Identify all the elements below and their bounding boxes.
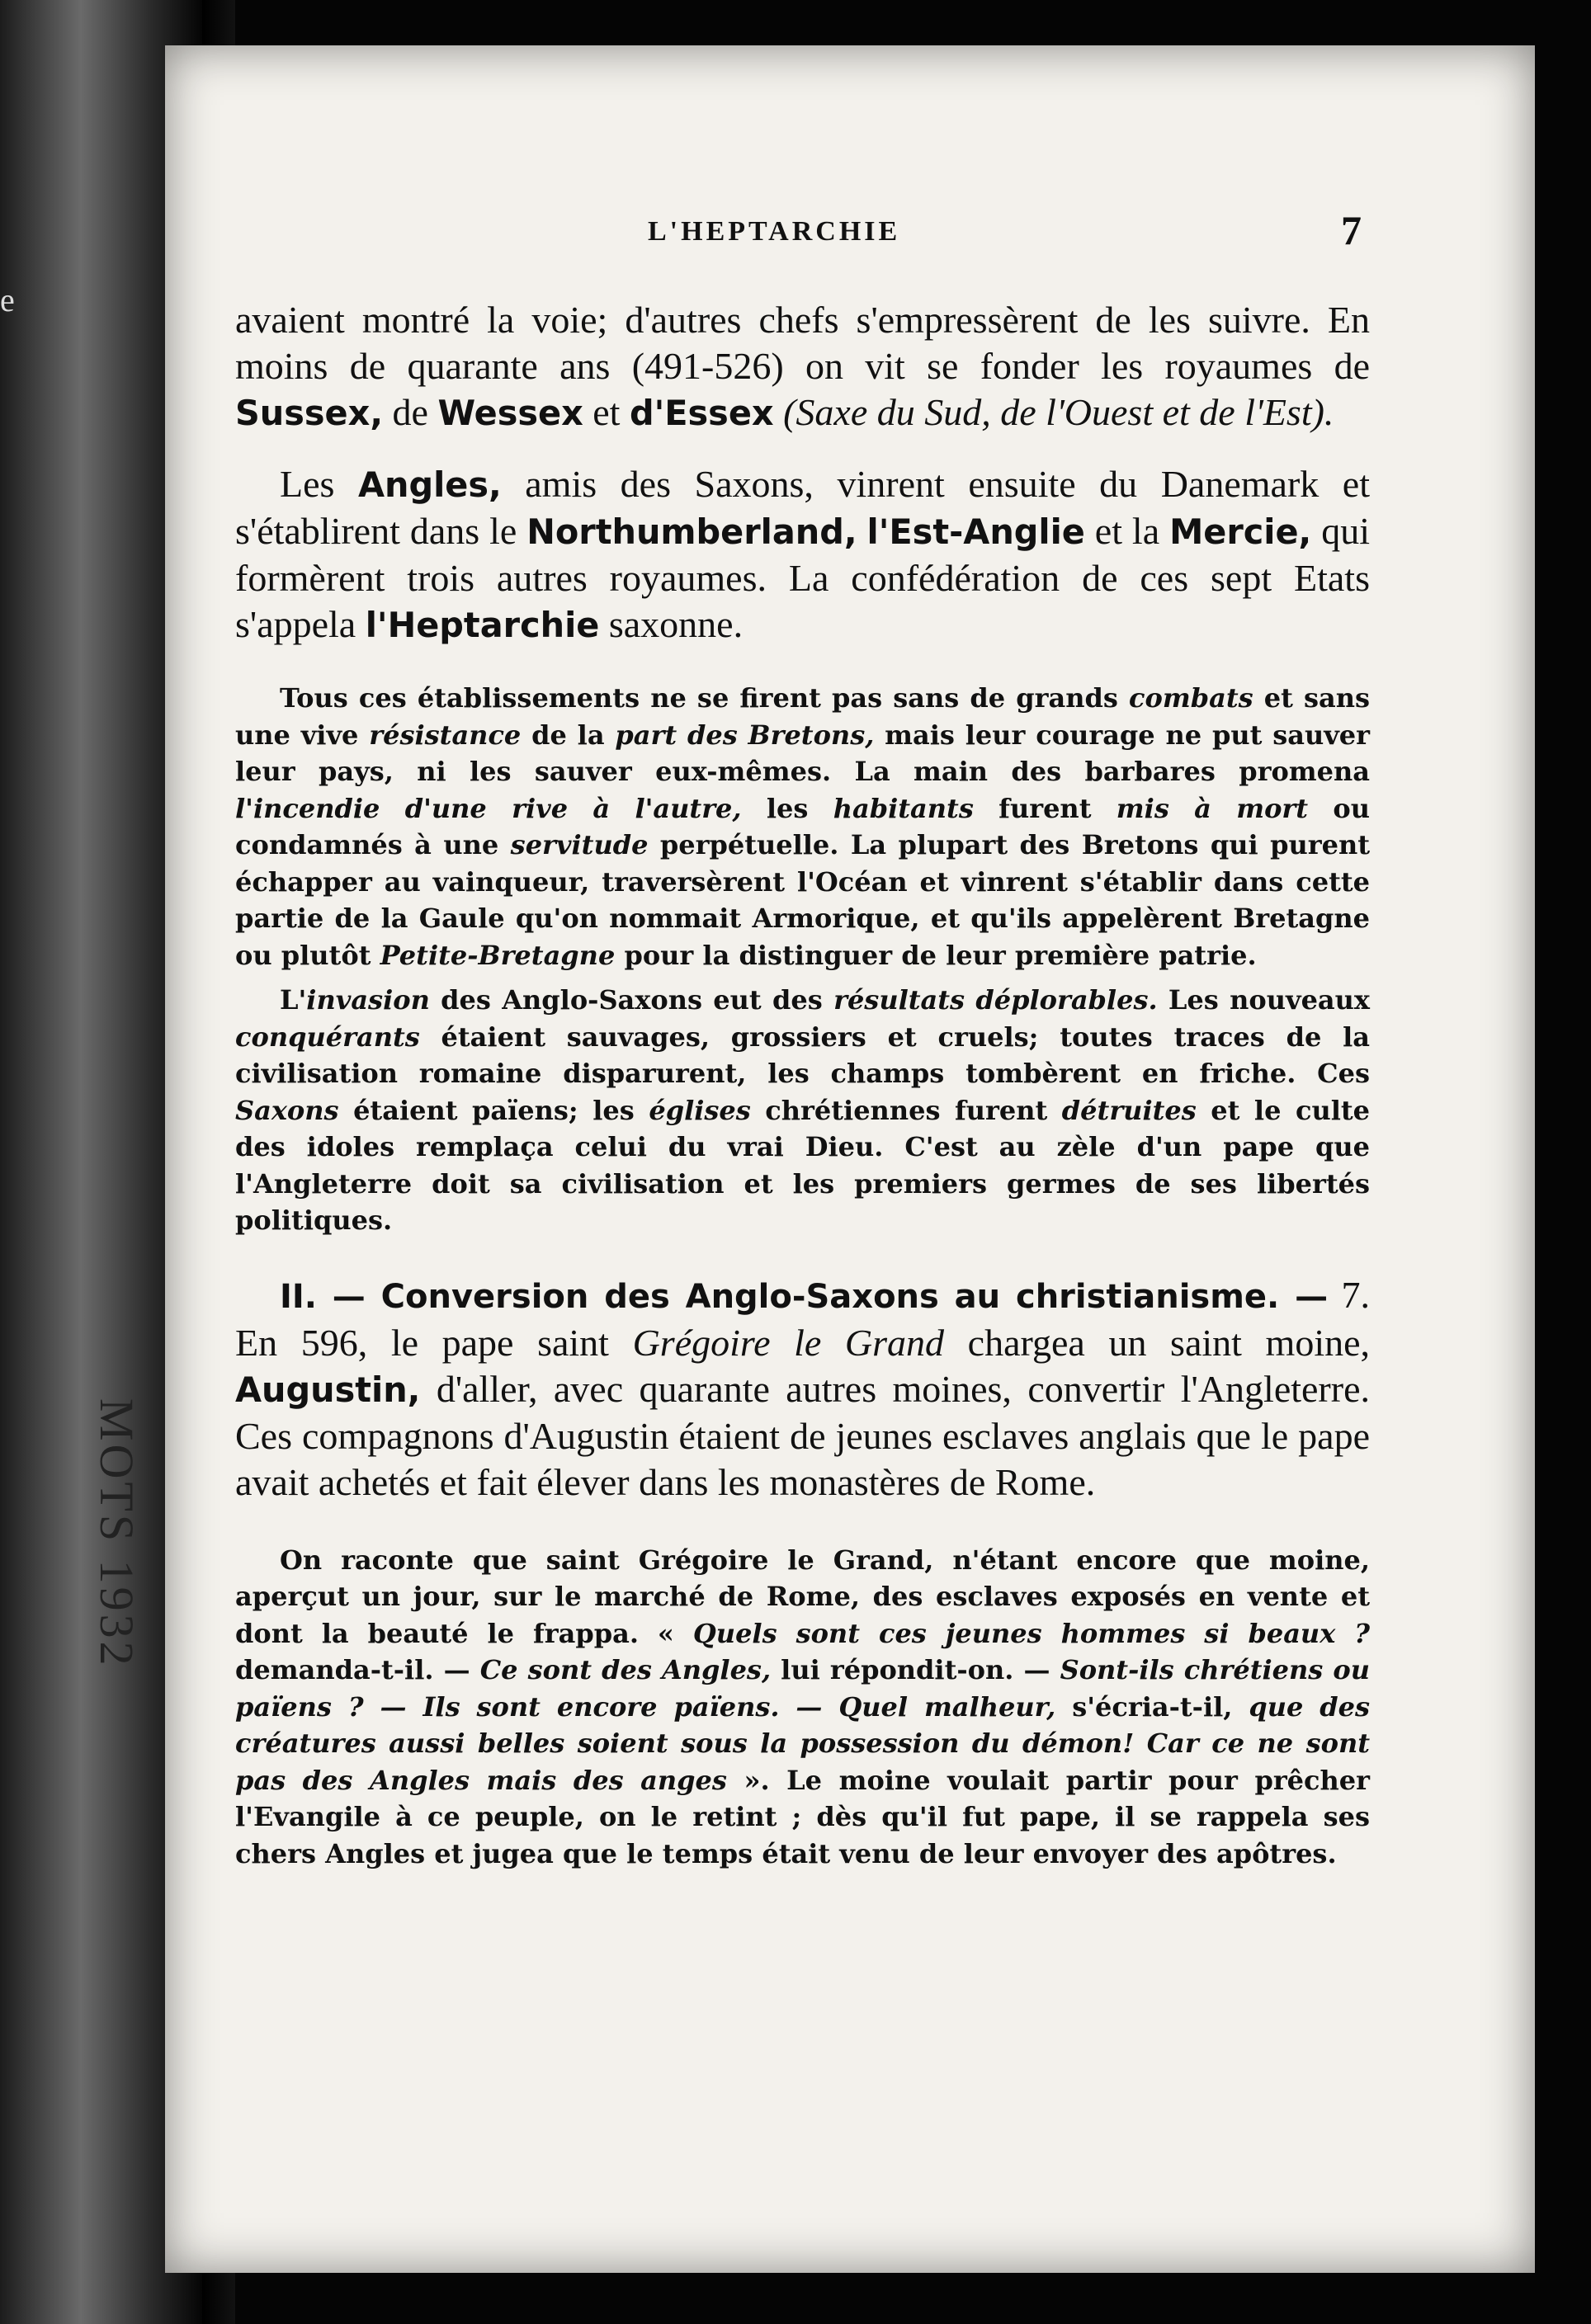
- small-paragraph-3: On raconte que saint Grégoire le Grand, n'étant encore que moine, aperçut un jour, sur le marché de Rome, des esclaves exposés en vente et dont la beauté le frappa. « Quels sont ces jeunes hommes si beaux ? demanda-t-il. — Ce sont des Angles, lui répondit-on. — Sont-ils chrétiens ou païens ? — Ils sont encore païens. — Quel malheur, s'écria-t-il, que des créatures aussi belles soient sous la possession du démon! Car ce ne sont pas des Angles mais des anges ». Le moine voulait partir pour prêcher l'Evangile à ce peuple, on le retint ; dès qu'il fut pape, il se rappela ses chers Angles et jugea que le temps était venu de leur envoyer des apôtres.: [235, 1544, 1371, 1869]
- facing-page-fragment: e: [0, 281, 15, 318]
- page-number: 7: [1341, 207, 1362, 253]
- section-2-paragraph: II. — Conversion des Anglo-Saxons au christianisme. — 7. En 596, le pape saint Grégoire le Grand chargea un saint moine, Augustin, d'aller, avec quarante autres moines, convertir l'Angleterre. Ces compagnons d'Augustin étaient de jeunes esclaves anglais que le pape avait achetés et fait élever dans les monastères de Rome.: [235, 1273, 1371, 1503]
- kingdom-wessex: Wessex: [437, 394, 583, 433]
- kingdoms-gloss: (Saxe du Sud, de l'Ouest et de l'Est).: [783, 391, 1334, 433]
- small-paragraph-1: Tous ces établissements ne se firent pas sans de grands combats et sans une vive résistance de la part des Bretons, mais leur courage ne put sauver leur pays, ni les sauver eux-mêmes. La main des barbares promena l'incendie d'une rive à l'autre, les habitants furent mis à mort ou condamnés à une servitude perpétuelle. La plupart des Bretons qui purent échapper au vainqueur, traversèrent l'Océan et vinrent s'établir dans cette partie de la Gaule qu'on nommait Armorique, et qu'ils appelèrent Bretagne ou plutôt Petite-Bretagne pour la distinguer de leur première patrie.: [235, 682, 1371, 971]
- handwritten-margin-note: MOTS 1932: [90, 1398, 144, 1669]
- kingdom-essex: d'Essex: [629, 394, 774, 433]
- page-body: [235, 297, 1370, 1872]
- section-heading: II. — Conversion des Anglo-Saxons au christianisme. —: [280, 1277, 1329, 1316]
- running-header: L'HEPTARCHIE: [648, 216, 901, 247]
- paragraph-2: Les Angles, amis des Saxons, vinrent ensuite du Danemark et s'établirent dans le Northumberland, l'Est-Anglie et la Mercie, qui formèrent trois autres royaumes. La confédération de ces sept Etats s'appela l'Heptarchie saxonne.: [235, 463, 1370, 645]
- small-paragraph-2: L'invasion des Anglo-Saxons eut des résultats déplorables. Les nouveaux conquérants étaient sauvages, grossiers et cruels; toutes traces de la civilisation romaine disparurent, les champs tombèrent en friche. Ces Saxons étaient païens; les églises chrétiennes furent détruites et le culte des idoles remplaça celui du vrai Dieu. C'est au zèle d'un pape que l'Angleterre doit sa civilisation et les premiers germes de ses libertés politiques.: [235, 984, 1371, 1236]
- paragraph-1: avaient montré la voie; d'autres chefs s'empressèrent de les suivre. En moins de quarante ans (491-526) on vit se fonder les royaumes de Sussex, de Wessex et d'Essex (Saxe du Sud, de l'Ouest et de l'Est).: [235, 299, 1370, 433]
- kingdom-sussex: Sussex,: [235, 394, 384, 433]
